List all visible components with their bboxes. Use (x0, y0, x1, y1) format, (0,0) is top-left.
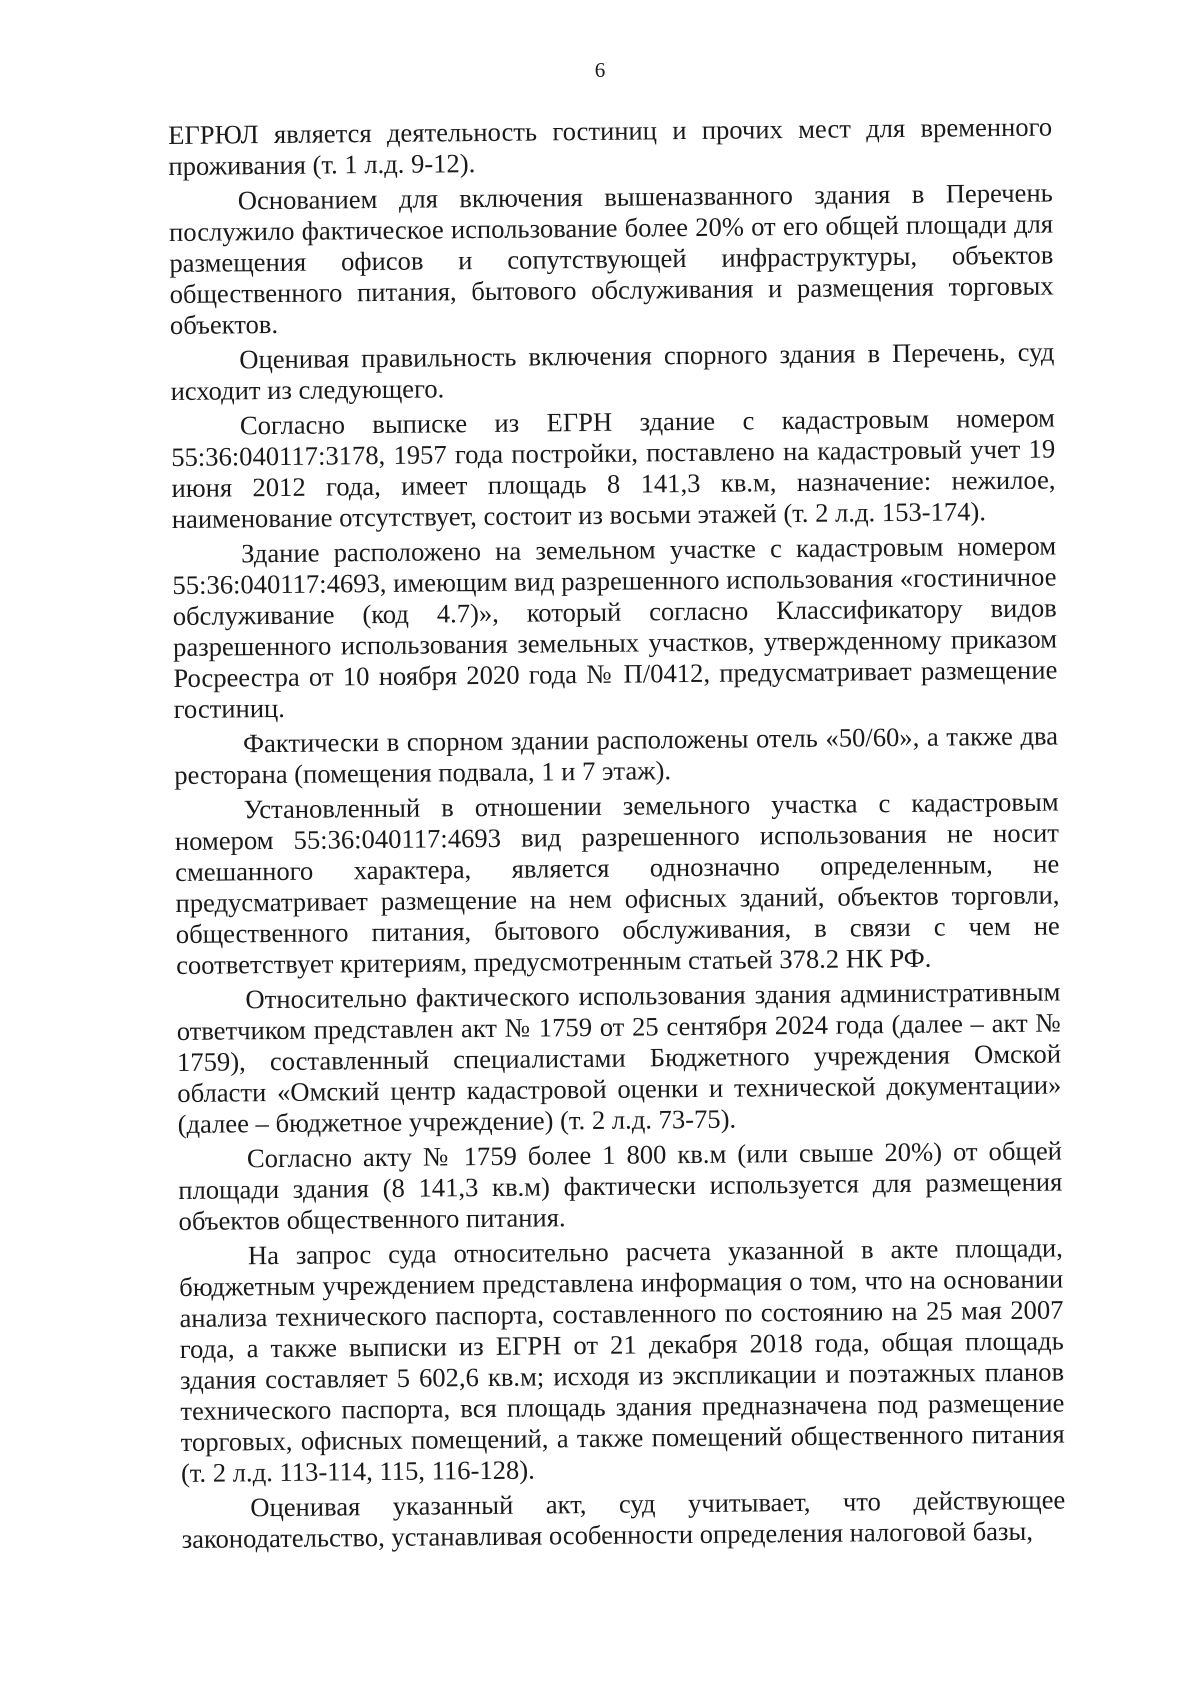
paragraph-act-evaluation: Оценивая указанный акт, суд учитывает, что действующее законодательство, устанавливая особенности определения налоговой базы, (181, 1484, 1066, 1554)
paragraph-inspection-act: Относительно фактического использования здания административным ответчиком представлен акт № 1759 от 25 сентября 2024 года (далее – акт № 1759), составленный специалистами Бюджетного учреждения Омской области «Омский центр кадастровой оценки и технической документации» (далее – бюджетное учреждение) (т. 2 л.д. 73-75). (176, 976, 1062, 1139)
paragraph-actual-use: Фактически в спорном здании расположены отель «50/60», а также два ресторана (помещения подвала, 1 и 7 этаж). (174, 720, 1059, 790)
page-number: 6 (594, 58, 606, 82)
paragraph-permitted-use: Установленный в отношении земельного участка с кадастровым номером 55:36:040117:4693 вид разрешенного использования не носит смешанного характера, является однозначно определенным, не предусматривает размещение на нем офисных зданий, объектов торговли, общественного питания, бытового обслуживания, в связи с чем не соответствует критериям, предусмотренным статьей 378.2 НК РФ. (174, 786, 1060, 980)
paragraph-court-request: На запрос суда относительно расчета указанной в акте площади, бюджетным учреждением представлена информация о том, что на основании анализа технического паспорта, составленного по состоянию на 25 мая 2007 года, а также выписки из ЕГРН от 21 декабря 2018 года, общая площадь здания составляет 5 602,6 кв.м; исходя из экспликации и поэтажных планов технического паспорта, вся площадь здания предназначена под размещение торговых, офисных помещений, а также помещений общественного питания (т. 2 л.д. 113-114, 115, 116-128). (179, 1232, 1065, 1488)
paragraph-act-findings: Согласно акту № 1759 более 1 800 кв.м (или свыше 20%) от общей площади здания (8 141,3 кв.м) фактически используется для размещения объектов общественного питания. (178, 1135, 1063, 1236)
paragraph-court-assessment: Оценивая правильность включения спорного здания в Перечень, суд исходит из следующего. (170, 336, 1055, 406)
document-body (168, 112, 1066, 1559)
paragraph-egrn-extract: Согласно выписке из ЕГРН здание с кадастровым номером 55:36:040117:3178, 1957 года постройки, поставлено на кадастровый учет 19 июня 2012 года, имеет площадь 8 141,3 кв.м, назначение: нежилое, наименование отсутствует, состоит из восьми этажей (т. 2 л.д. 153-174). (171, 402, 1056, 534)
paragraph-basis-for-inclusion: Основанием для включения вышеназванного здания в Перечень послужило фактическое использование более 20% от его общей площади для размещения офисов и сопутствующей инфраструктуры, объектов общественного питания, бытового обслуживания и размещения торговых объектов. (168, 177, 1054, 340)
paragraph-continuation: ЕГРЮЛ является деятельность гостиниц и прочих мест для временного проживания (т. 1 л.д. 9-12). (168, 111, 1053, 181)
paragraph-land-plot: Здание расположено на земельном участке с кадастровым номером 55:36:040117:4693, имеющим вид разрешенного использования «гостиничное обслуживание (код 4.7)», который согласно Классификатору видов разрешенного использования земельных участков, утвержденному приказом Росреестра от 10 ноября 2020 года № П/0412, предусматривает размещение гостиниц. (172, 530, 1058, 724)
